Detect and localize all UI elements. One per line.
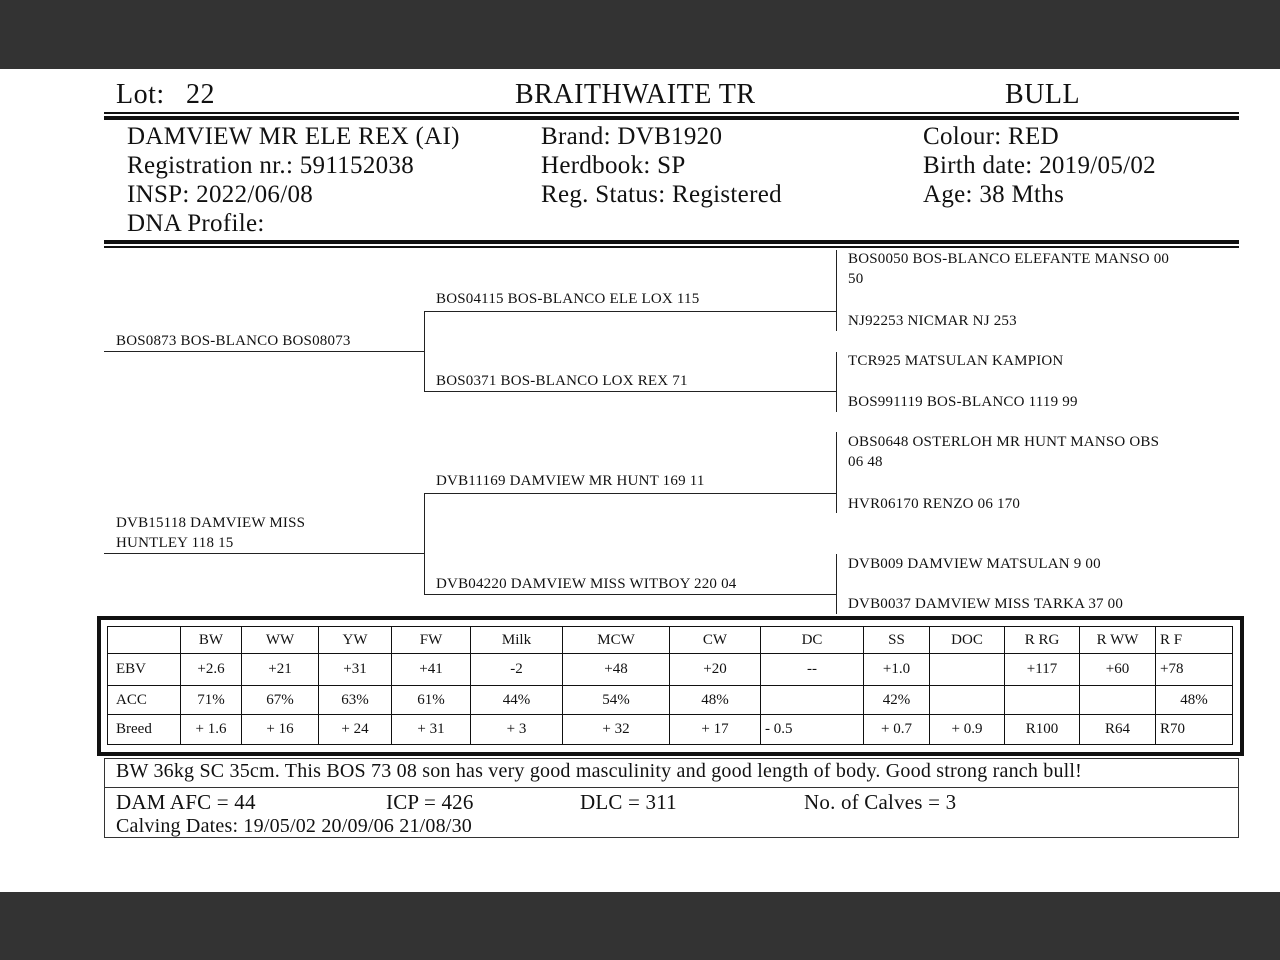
header-rule-thin [104,112,1239,114]
dam-dlc: DLC = 311 [580,790,677,814]
acc-cell [761,686,864,715]
ebv-cell: +31 [319,654,392,686]
acc-cell: 48% [670,686,761,715]
acc-cell: 48% [1156,686,1233,715]
ebv-header-cell: FW [392,627,471,654]
ebv-header-cell: MCW [563,627,670,654]
ebv-cell: +78 [1156,654,1233,686]
ebv-header-cell: Milk [471,627,563,654]
ebv-cell [930,654,1005,686]
acc-cell: 44% [471,686,563,715]
dam-dam-line [424,594,836,595]
breed-cell: + 0.9 [930,715,1005,745]
pedigree-ggp-3: TCR925 MATSULAN KAMPION [848,353,1064,369]
ebv-cell: +48 [563,654,670,686]
brand: Brand: DVB1920 [541,123,723,150]
sire-dam-line [424,391,836,392]
breed-cell: + 32 [563,715,670,745]
pedigree-sire-sire: BOS04115 BOS-BLANCO ELE LOX 115 [436,291,700,307]
header-rule-thick [104,116,1239,120]
info-rule-thin [104,246,1239,248]
pedigree-ggp-5-line2: 06 48 [848,454,883,470]
ebv-header-cell [108,627,181,654]
ebv-header-cell: YW [319,627,392,654]
pedigree-ggp-4: BOS991119 BOS-BLANCO 1119 99 [848,394,1078,410]
ebv-cell: +21 [242,654,319,686]
sire-bracket [424,311,425,392]
pedigree-dam-line1: DVB15118 DAMVIEW MISS [116,515,306,531]
breed-cell: + 24 [319,715,392,745]
dam-line [104,553,424,554]
pedigree-dam-dam: DVB04220 DAMVIEW MISS WITBOY 220 04 [436,576,737,592]
dam-bracket [424,493,425,594]
lot-label: Lot: [116,79,165,110]
breed-cell: R64 [1080,715,1156,745]
pedigree-ggp-7: DVB009 DAMVIEW MATSULAN 9 00 [848,556,1101,572]
breed-cell: - 0.5 [761,715,864,745]
ebv-header-row [108,627,1233,654]
dam-afc: DAM AFC = 44 [116,790,256,814]
acc-cell [1005,686,1080,715]
pedigree-ggp-6: HVR06170 RENZO 06 170 [848,496,1021,512]
ebv-cell: +60 [1080,654,1156,686]
breed-cell: + 17 [670,715,761,745]
pedigree-sire-dam: BOS0371 BOS-BLANCO LOX REX 71 [436,373,688,389]
lot-number: 22 [186,79,215,110]
pedigree-ggp-8: DVB0037 DAMVIEW MISS TARKA 37 00 [848,596,1124,612]
breed-row-label: Breed [108,715,181,745]
top-dark-band [0,0,1280,69]
gp-bracket-2 [836,352,837,412]
acc-cell [930,686,1005,715]
ebv-header-cell: CW [670,627,761,654]
breed-cell: + 31 [392,715,471,745]
dam-calves-count: No. of Calves = 3 [804,790,957,814]
ebv-cell: +20 [670,654,761,686]
inspection-date: INSP: 2022/06/08 [127,181,314,208]
ebv-header-cell: DOC [930,627,1005,654]
seller-name: BRAITHWAITE TR [515,79,756,110]
acc-cell: 54% [563,686,670,715]
colour: Colour: RED [923,123,1059,150]
breed-cell: + 1.6 [181,715,242,745]
sex-label: BULL [1005,79,1081,110]
acc-cell [1080,686,1156,715]
gp-bracket-3 [836,432,837,513]
ebv-cell: -2 [471,654,563,686]
herdbook: Herdbook: SP [541,152,686,179]
breed-cell: R70 [1156,715,1233,745]
birth-date: Birth date: 2019/05/02 [923,152,1156,179]
ebv-header-cell: BW [181,627,242,654]
acc-cell: 61% [392,686,471,715]
ebv-header-cell: R F [1156,627,1233,654]
ebv-header-cell: SS [864,627,930,654]
ebv-header-cell: R WW [1080,627,1156,654]
ebv-cell: +2.6 [181,654,242,686]
pedigree-ggp-1-line1: BOS0050 BOS-BLANCO ELEFANTE MANSO 00 [848,251,1170,267]
acc-cell: 71% [181,686,242,715]
breed-cell: + 3 [471,715,563,745]
animal-name: DAMVIEW MR ELE REX (AI) [127,123,460,150]
info-rule-thick [104,240,1239,244]
pedigree-dam-line2: HUNTLEY 118 15 [116,535,234,551]
acc-row [108,686,1233,715]
age: Age: 38 Mths [923,181,1065,208]
pedigree-ggp-5-line1: OBS0648 OSTERLOH MR HUNT MANSO OBS [848,434,1160,450]
calving-dates: Calving Dates: 19/05/02 20/09/06 21/08/30 [116,815,472,837]
breed-cell: + 16 [242,715,319,745]
ebv-header-cell: R RG [1005,627,1080,654]
registration-status: Reg. Status: Registered [541,181,782,208]
sire-sire-line [424,311,836,312]
acc-row-label: ACC [108,686,181,715]
dam-sire-line [424,493,836,494]
ebv-row [108,654,1233,686]
acc-cell: 42% [864,686,930,715]
breed-row [108,715,1233,745]
acc-cell: 63% [319,686,392,715]
dna-profile: DNA Profile: [127,210,265,237]
ebv-header-cell: WW [242,627,319,654]
pedigree-dam-sire: DVB11169 DAMVIEW MR HUNT 169 11 [436,473,705,489]
ebv-header-cell: DC [761,627,864,654]
ebv-cell: +117 [1005,654,1080,686]
ebv-row-label: EBV [108,654,181,686]
pedigree-ggp-1-line2: 50 [848,271,864,287]
gp-bracket-4 [836,554,837,614]
breed-cell: + 0.7 [864,715,930,745]
ebv-cell: +41 [392,654,471,686]
pedigree-sire: BOS0873 BOS-BLANCO BOS08073 [116,333,351,349]
bottom-dark-band [0,892,1280,960]
sire-line [104,351,424,352]
dam-icp: ICP = 426 [386,790,474,814]
gp-bracket-1 [836,250,837,331]
registration-number: Registration nr.: 591152038 [127,152,415,179]
acc-cell: 67% [242,686,319,715]
comment-text: BW 36kg SC 35cm. This BOS 73 08 son has very good masculinity and good length of body. Good strong ranch bull! [116,760,1083,782]
ebv-cell: +1.0 [864,654,930,686]
ebv-cell: -- [761,654,864,686]
pedigree-ggp-2: NJ92253 NICMAR NJ 253 [848,313,1017,329]
ebv-table [107,626,1233,745]
breed-cell: R100 [1005,715,1080,745]
